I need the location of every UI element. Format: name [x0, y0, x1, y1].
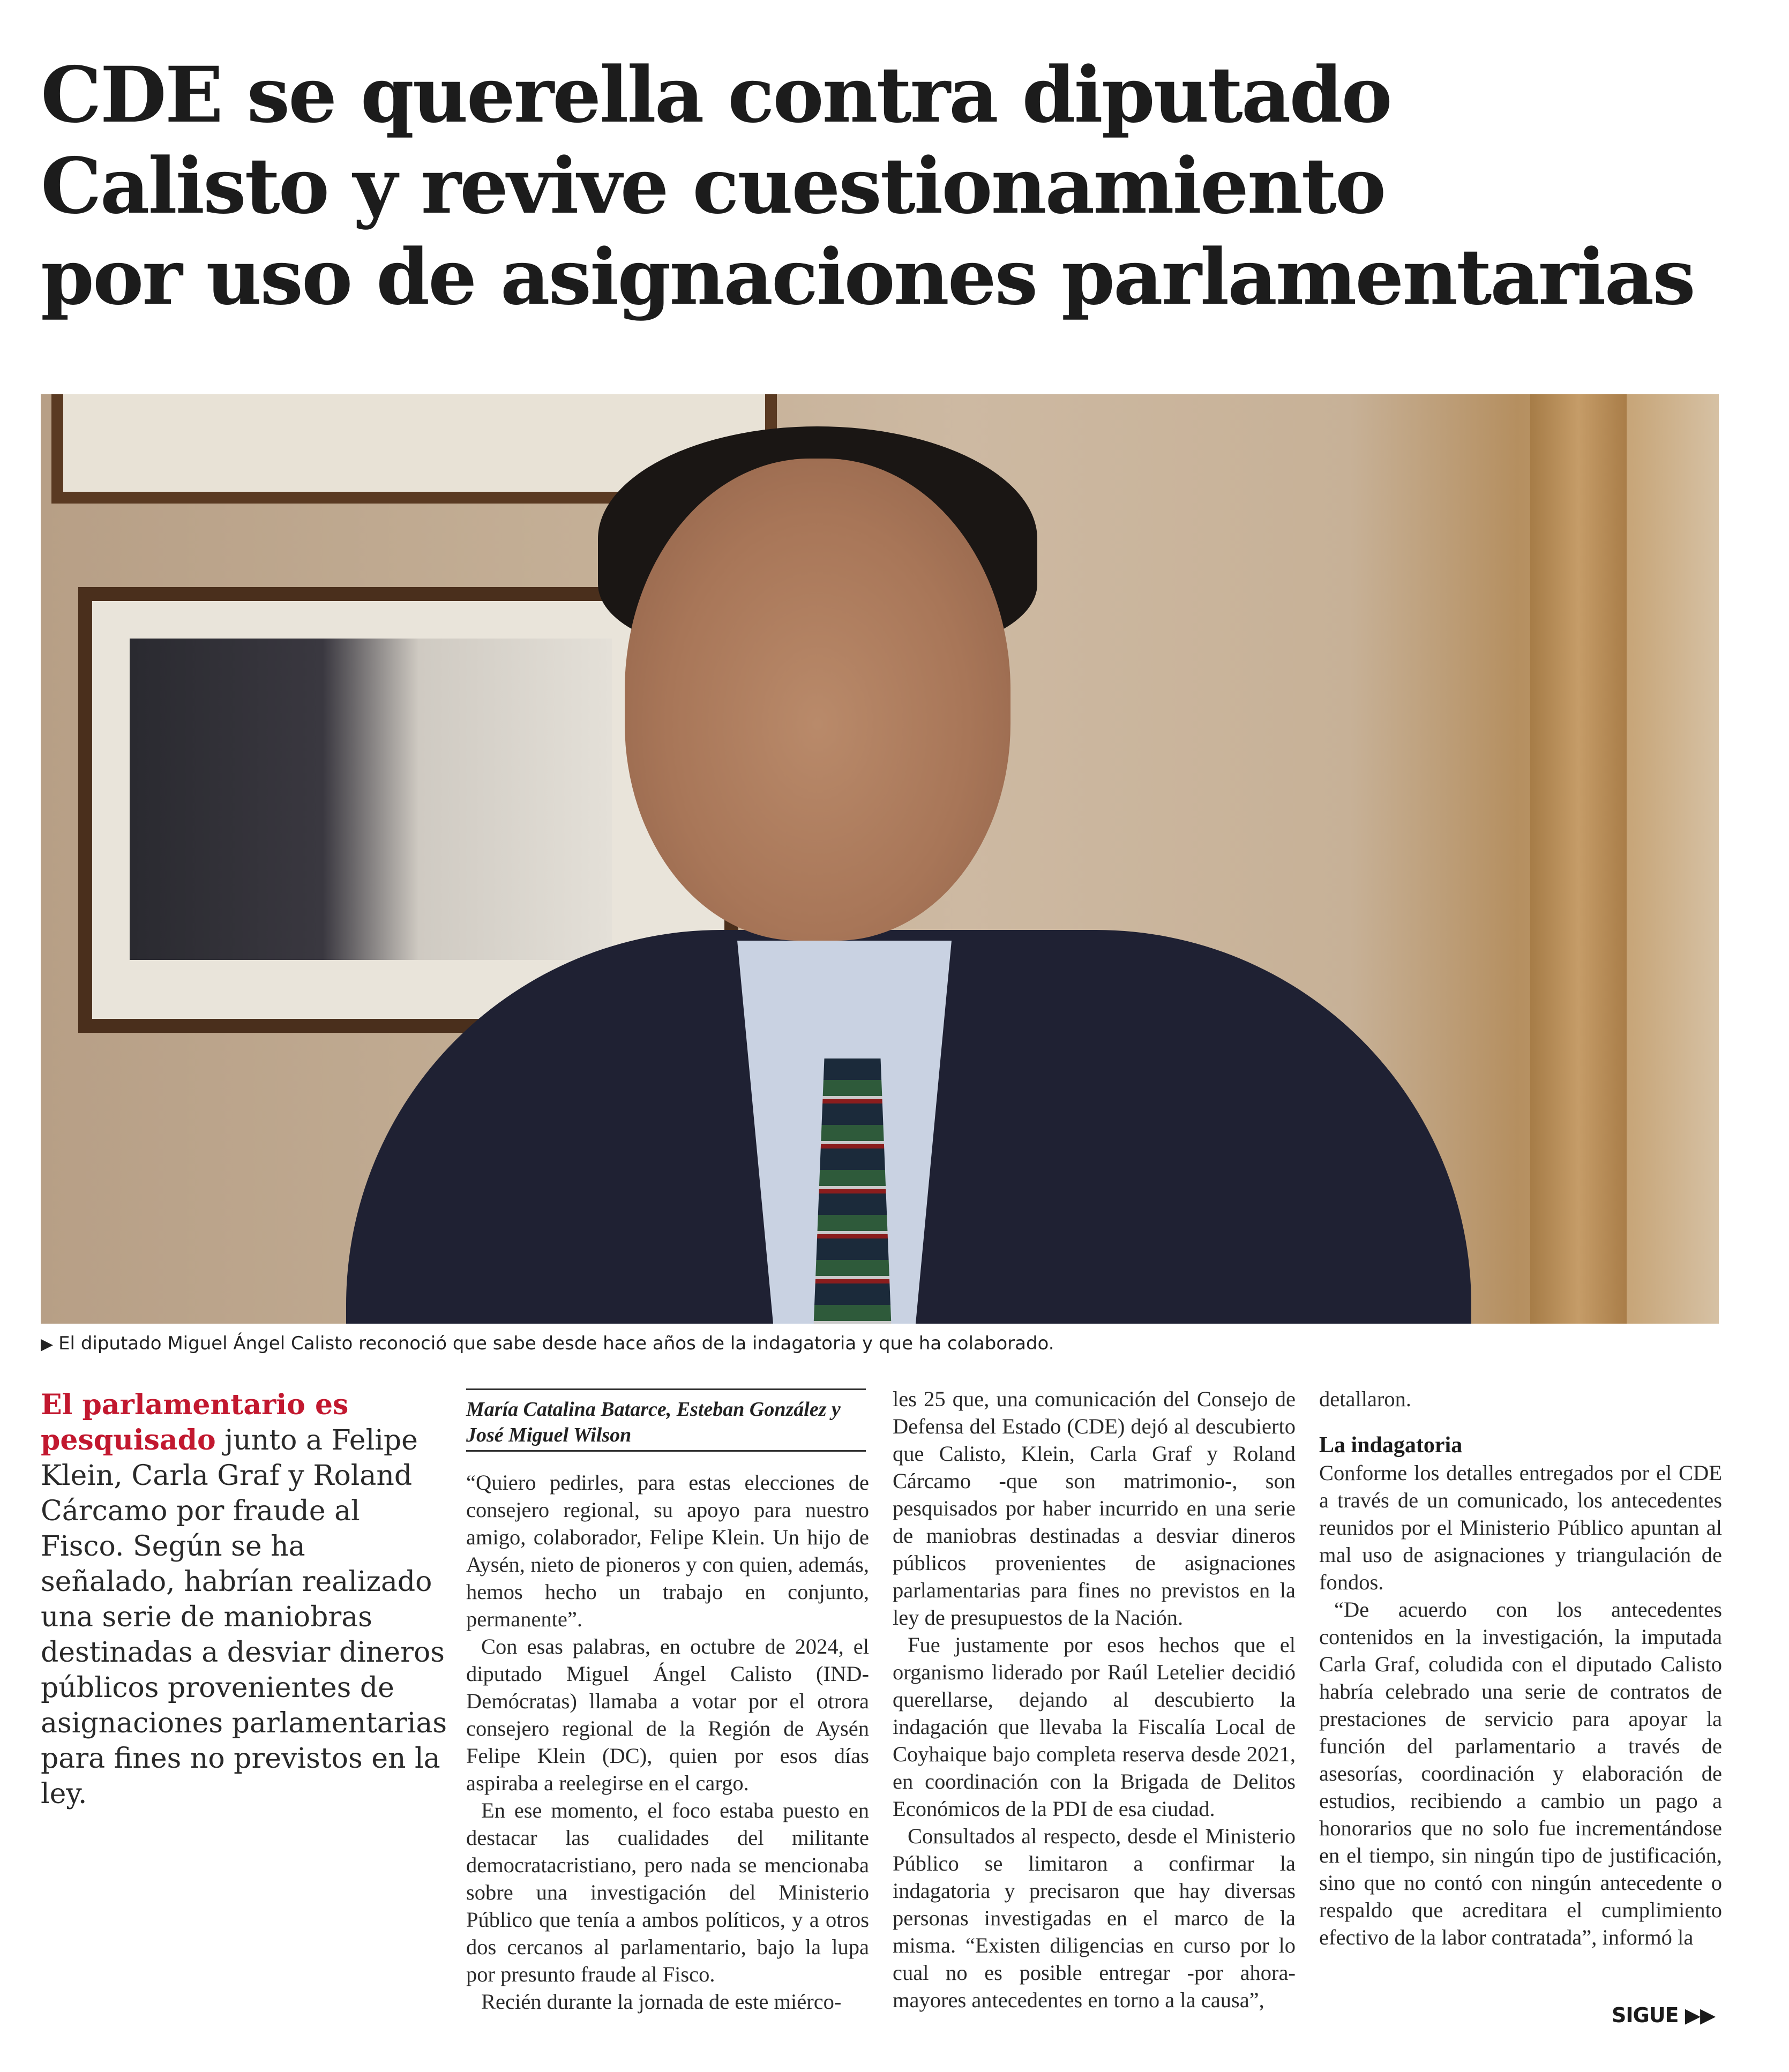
col1-paragraph: Con esas palabras, en octubre de 2024, el diputado Miguel Ángel Calisto (IND-Demócratas) llamaba a votar por el otrora consejero regional de la Región de Aysén Felipe Klein (DC), quien por esos días aspiraba a reelegirse en el cargo. [466, 1634, 869, 1795]
caption-triangle-icon: ▶ [41, 1335, 54, 1354]
continue-marker: SIGUE ▶▶ [1612, 2003, 1716, 2027]
column-2 [893, 1385, 1296, 2014]
headline-line-2: Calisto y revive cuestionamiento [41, 141, 1385, 231]
col1-paragraph: Recién durante la jornada de este miérco- [481, 1990, 842, 2014]
col2-paragraph: Consultados al respecto, desde el Ministerio Público se limitaron a confirmar la indagatoria y precisaron que hay diversas personas investigadas en el marco de la misma. “Existen diligencias en curso por lo cual no es posible entregar -por ahora- mayores antecedentes en torno a la causa”, [893, 1824, 1296, 2012]
man-face [625, 459, 1010, 941]
col3-paragraph: detallaron. [1319, 1387, 1412, 1411]
photo-caption [41, 1332, 1054, 1356]
headline-line-3: por uso de asignaciones parlamentarias [41, 232, 1694, 322]
col2-paragraph: les 25 que, una comunicación del Consejo de Defensa del Estado (CDE) dejó al descubierto que Calisto, Klein, Carla Graf y Roland Cárcamo -que son matrimonio-, son pesquisados por haber incurrido en una serie de maniobras destinadas a desviar dineros públicos provenientes de asignaciones parlamentarias para fines no previstos en la ley de presupuestos de la Nación. [893, 1387, 1296, 1630]
headline [41, 49, 1755, 322]
caption-text: El diputado Miguel Ángel Calisto reconoció que sabe desde hace años de la indagatoria y que ha colaborado. [58, 1333, 1054, 1354]
headline-line-1: CDE se querella contra diputado [41, 50, 1391, 140]
article-photo [41, 394, 1719, 1324]
col3-paragraph: “De acuerdo con los antecedentes contenidos en la investigación, la imputada Carla Graf, coludida con el diputado Calisto habría celebrado una serie de contratos de prestaciones de servicio para apoyar la función del parlamentario a través de asesorías, coordinación y elaboración de estudios, recibiendo a cambio un pago a honorarios que no solo fue incrementándose en el tiempo, sin ningún tipo de justificación, sino que no contó con ningún antecedente o respaldo que acreditara el cumplimiento efectivo de la labor contratada”, informó la [1319, 1597, 1722, 1949]
wood-panel [1530, 394, 1627, 1324]
lead-text: junto a Felipe Klein, Carla Graf y Roland Cárcamo por fraude al Fisco. Según se ha señalado, habrían realizado una serie de maniobras destinadas a desviar dineros públicos provenientes de asignaciones parlamentarias para fines no previstos en la ley. [41, 1424, 447, 1810]
byline-authors: María Catalina Batarce, Esteban González y José Miguel Wilson [466, 1398, 841, 1446]
man-tie [812, 1058, 893, 1324]
byline [466, 1388, 866, 1452]
framed-photo [130, 639, 612, 960]
column-3 [1319, 1385, 1722, 1951]
column-1 [466, 1469, 869, 2015]
col1-paragraph: “Quiero pedirles, para estas elecciones de consejero regional, su apoyo para nuestro amigo, colaborador, Felipe Klein. Un hijo de Aysén, nieto de pioneros y con quien, además, hemos hecho un trabajo en conjunto, permanente”. [466, 1470, 869, 1631]
col3-paragraph: Conforme los detalles entregados por el CDE a través de un comunicado, los antecedentes reunidos por el Ministerio Público apuntan al mal uso de asignaciones y triangulación de fondos. [1319, 1461, 1722, 1594]
section-heading: La indagatoria [1319, 1433, 1463, 1458]
lead-highlight: El parlamentario es pesquisado [41, 1388, 349, 1457]
col2-paragraph: Fue justamente por esos hechos que el organismo liderado por Raúl Letelier decidió querellarse, dejando al descubierto la indagación que llevaba la Fiscalía Local de Coyhaique bajo completa reserva desde 2021, en coordinación con la Brigada de Delitos Económicos de la PDI de esa ciudad. [893, 1633, 1296, 1821]
lead-paragraph [41, 1387, 448, 1812]
col1-paragraph: En ese momento, el foco estaba puesto en destacar las cualidades del militante democratacristiano, pero nada se mencionaba sobre una investigación del Ministerio Público que tenía a ambos políticos, y a otros dos cercanos al parlamentario, bajo la lupa por presunto fraude al Fisco. [466, 1798, 869, 1986]
